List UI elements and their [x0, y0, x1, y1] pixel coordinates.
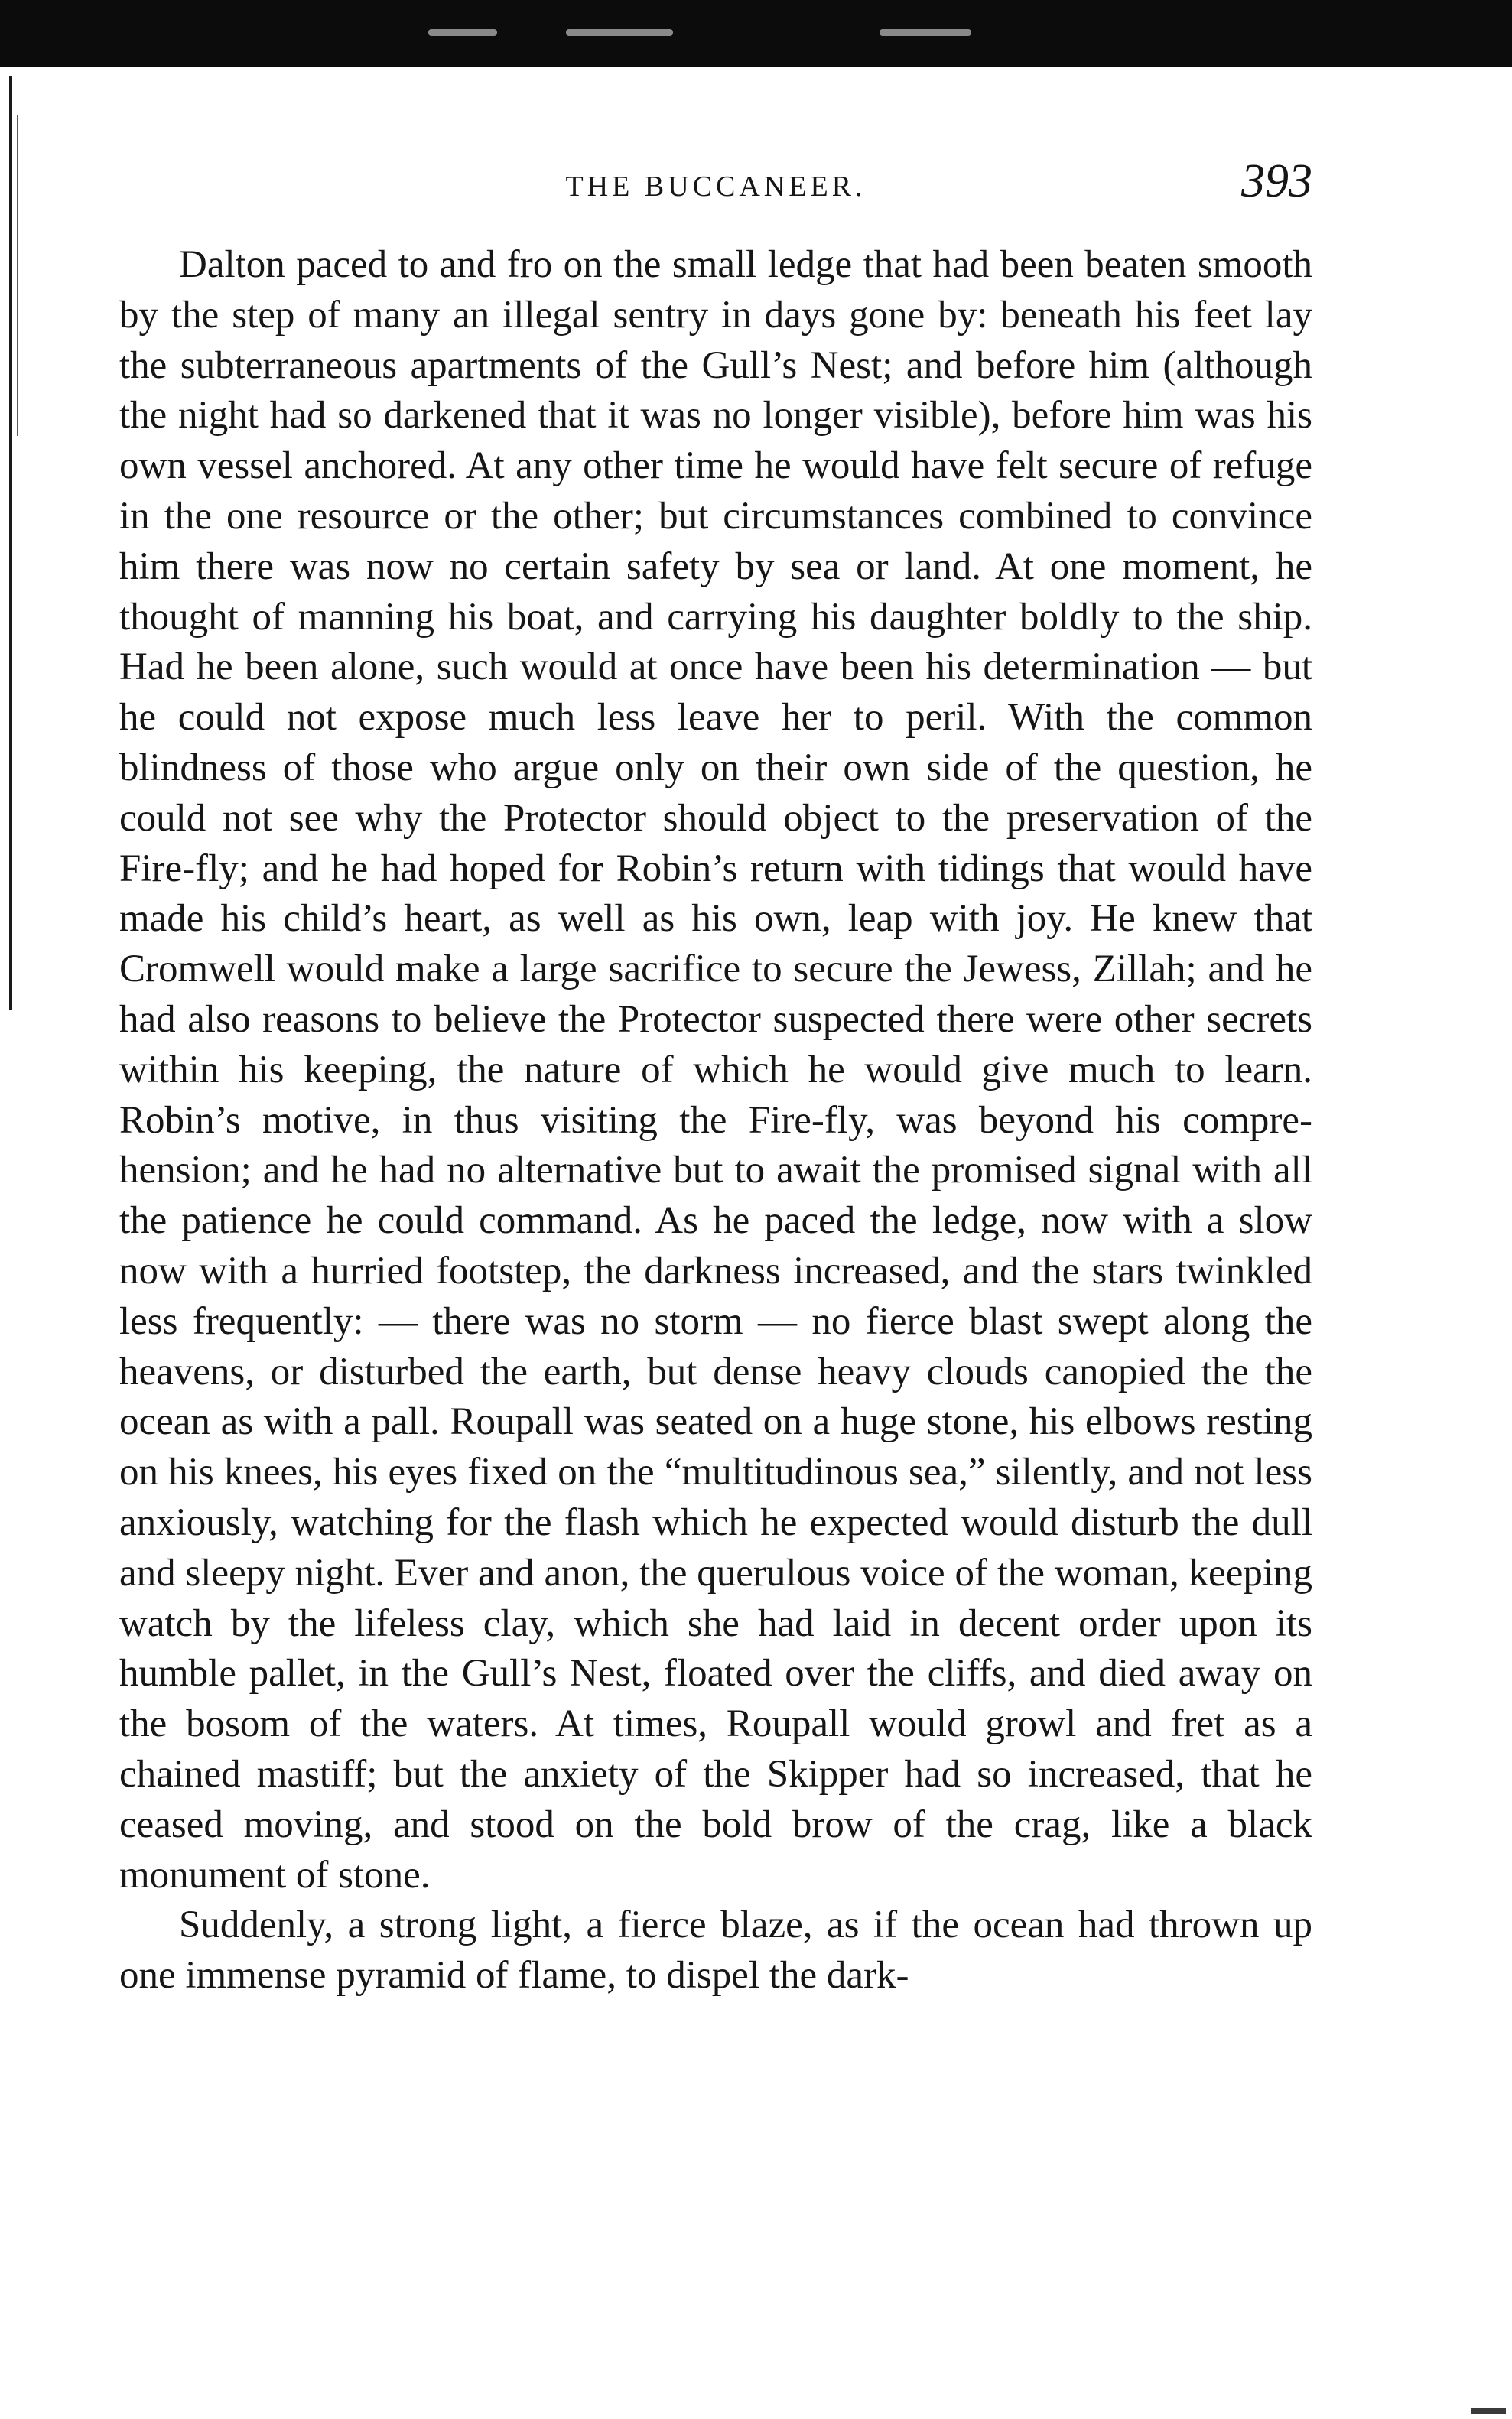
scan-artifact: [566, 29, 673, 36]
scan-corner-artifact: [1471, 2408, 1506, 2414]
scan-left-edge-shadow: [17, 115, 18, 436]
scan-left-edge: [9, 76, 12, 1010]
running-header: [119, 153, 1312, 222]
scan-artifact: [428, 29, 497, 36]
scan-artifact: [880, 29, 971, 36]
paragraph: Suddenly, a strong light, a fierce blaze, as if the ocean had thrown up one immense pyramid of flame, to dispel the dark-: [119, 1904, 1312, 1998]
paragraph: Dalton paced to and fro on the small ledge that had been beaten smooth by the step of many an illegal sentry in days gone by: beneath his feet lay the subterraneous apartments of the Gull’s Nest; and before him (although the night had so darkened that it was no longer visible), before him was his own vessel anchored. At any other time he would have felt secure of refuge in the one resource or the other; but circumstances combined to convince him there was now no certain safety by sea or land. At one moment, he thought of manning his boat, and carrying his daughter boldly to the ship. Had he been alone, such would at once have been his determination — but he could not expose much less leave her to peril. With the common blindness of those who argue only on their own side of the question, he could not see why the Protector should object to the preservation of the Fire-fly; and he had hoped for Robin’s return with tidings that would have made his child’s heart, as well as his own, leap with joy. He knew that Cromwell would make a large sacrifice to secure the Jewess, Zillah; and he had also reasons to believe the Protector suspected there were other secrets within his keeping, the nature of which he would give much to learn. Robin’s motive, in thus visiting the Fire-fly, was beyond his comprehension; and he had no alternative but to await the promised signal with all the patience he could command. As he paced the ledge, now with a slow now with a hurried footstep, the darkness increased, and the stars twinkled less frequently: — there was no storm — no fierce blast swept along the heavens, or disturbed the earth, but dense heavy clouds canopied the the ocean as with a pall. Roupall was seated on a huge stone, his elbows resting on his knees, his eyes fixed on the “multitudinous sea,” silently, and not less anxiously, watching for the flash which he expected would disturb the dull and sleepy night. Ever and anon, the querulous voice of the woman, keeping watch by the lifeless clay, which she had laid in decent order upon its humble pallet, in the Gull’s Nest, floated over the cliffs, and died away on the bosom of the waters. At times, Roupall would growl and fret as a chained mastiff; but the anxiety of the Skipper had so increased, that he ceased moving, and stood on the bold brow of the crag, like a black monument of stone.: [119, 243, 1312, 1897]
page-body: [119, 240, 1312, 2374]
page-number: 393: [1241, 155, 1312, 207]
scan-top-border: [0, 0, 1512, 67]
running-title: THE BUCCANEER.: [565, 171, 867, 203]
